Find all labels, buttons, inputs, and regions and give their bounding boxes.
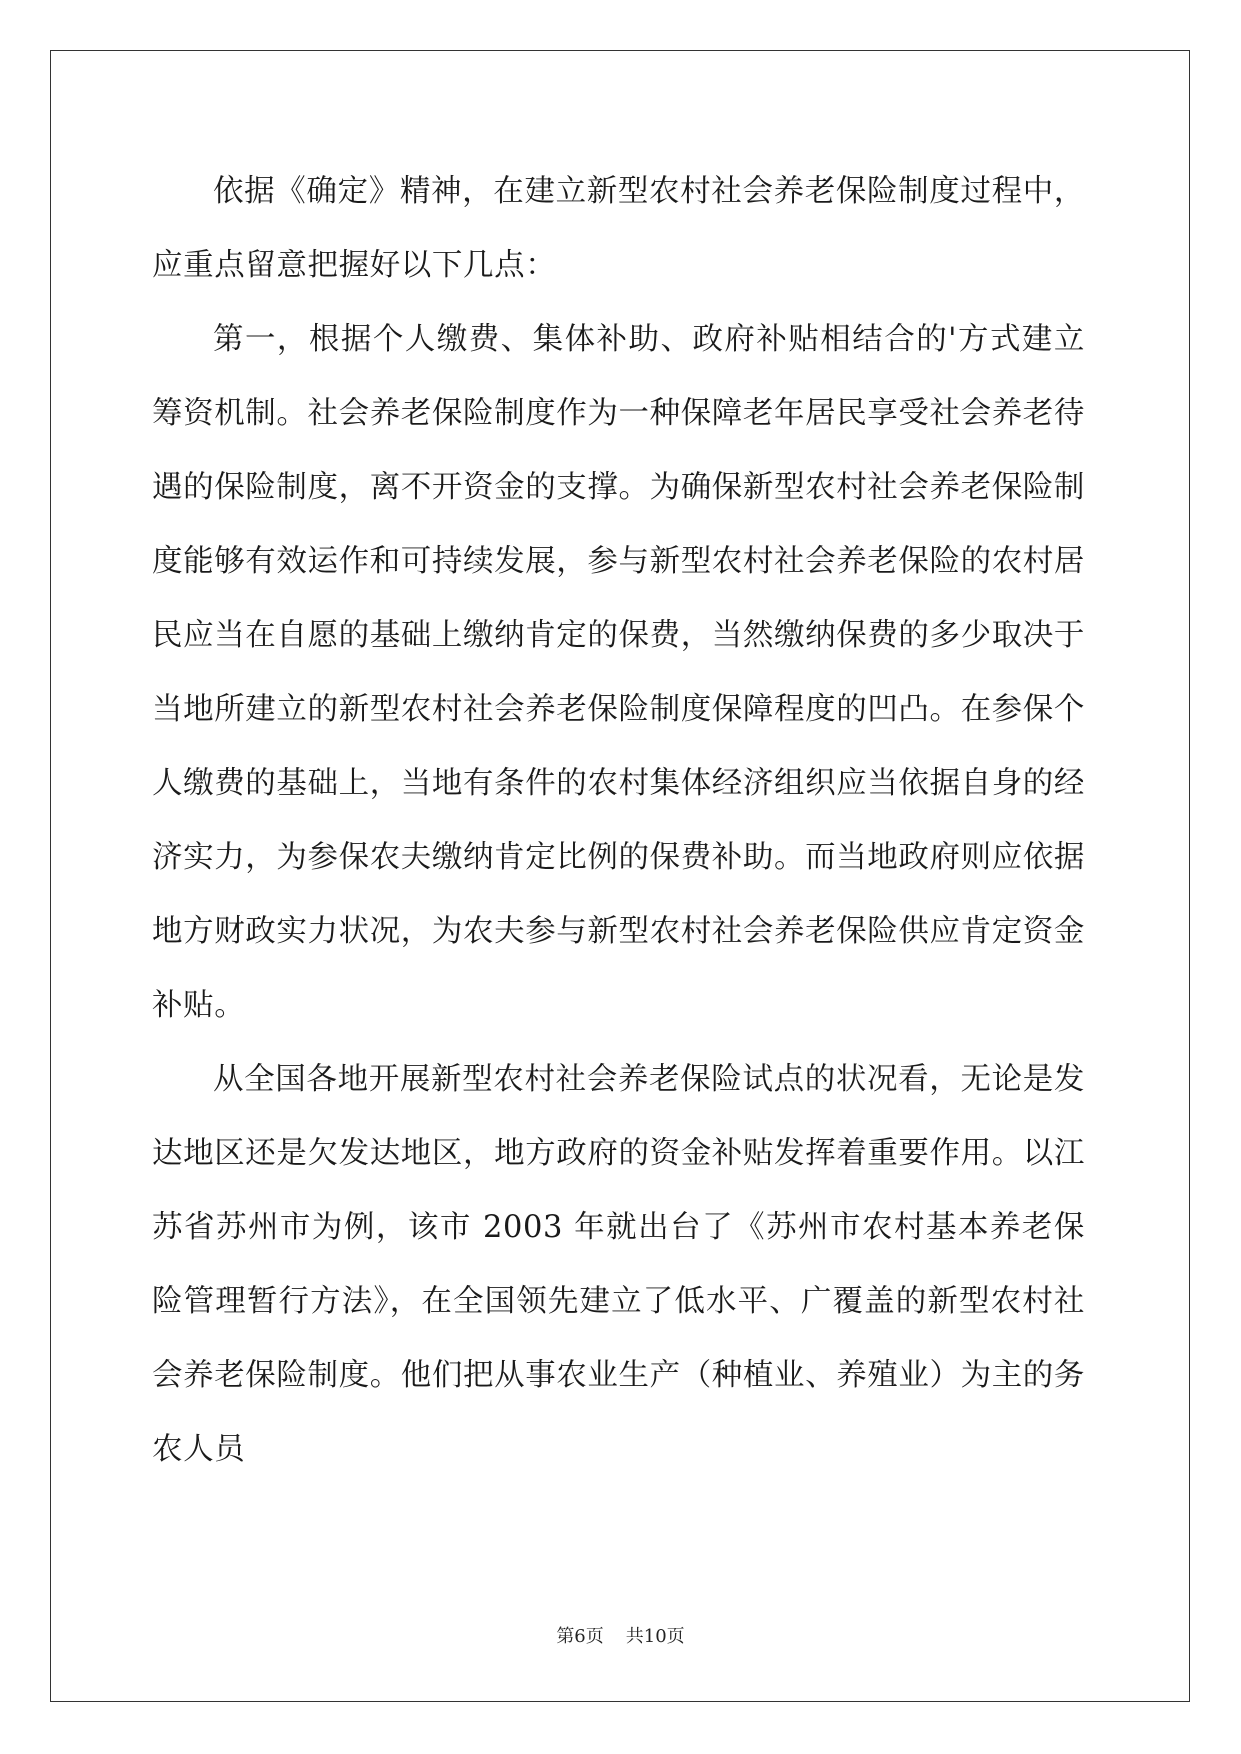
page-number-current: 第6页 — [556, 1626, 604, 1647]
paragraph-3: 从全国各地开展新型农村社会养老保险试点的状况看，无论是发达地区还是欠发达地区，地方政府的资金补贴发挥着重要作用。以江苏省苏州市为例，该市 2003 年就出台了《苏州市农村基本养老保险管理暂行方法》，在全国领先建立了低水平、广覆盖的新型农村社会养老保险制度。他们把从事农业生产（种植业、养殖业）为主的务农人员 — [152, 1062, 1085, 1467]
paragraph-2: 第一，根据个人缴费、集体补助、政府补贴相结合的'方式建立筹资机制。社会养老保险制度作为一种保障老年居民享受社会养老待遇的保险制度，离不开资金的支撑。为确保新型农村社会养老保险制度能够有效运作和可持续发展，参与新型农村社会养老保险的农村居民应当在自愿的基础上缴纳肯定的保费，当然缴纳保费的多少取决于当地所建立的新型农村社会养老保险制度保障程度的凹凸。在参保个人缴费的基础上，当地有条件的农村集体经济组织应当依据自身的经济实力，为参保农夫缴纳肯定比例的保费补助。而当地政府则应依据地方财政实力状况，为农夫参与新型农村社会养老保险供应肯定资金补贴。 — [152, 322, 1085, 1023]
paragraph-1: 依据《确定》精神，在建立新型农村社会养老保险制度过程中，应重点留意把握好以下几点： — [152, 174, 1085, 283]
page-number-total: 共10页 — [625, 1626, 685, 1647]
page-footer — [0, 1622, 1241, 1648]
document-body — [152, 155, 1085, 1487]
